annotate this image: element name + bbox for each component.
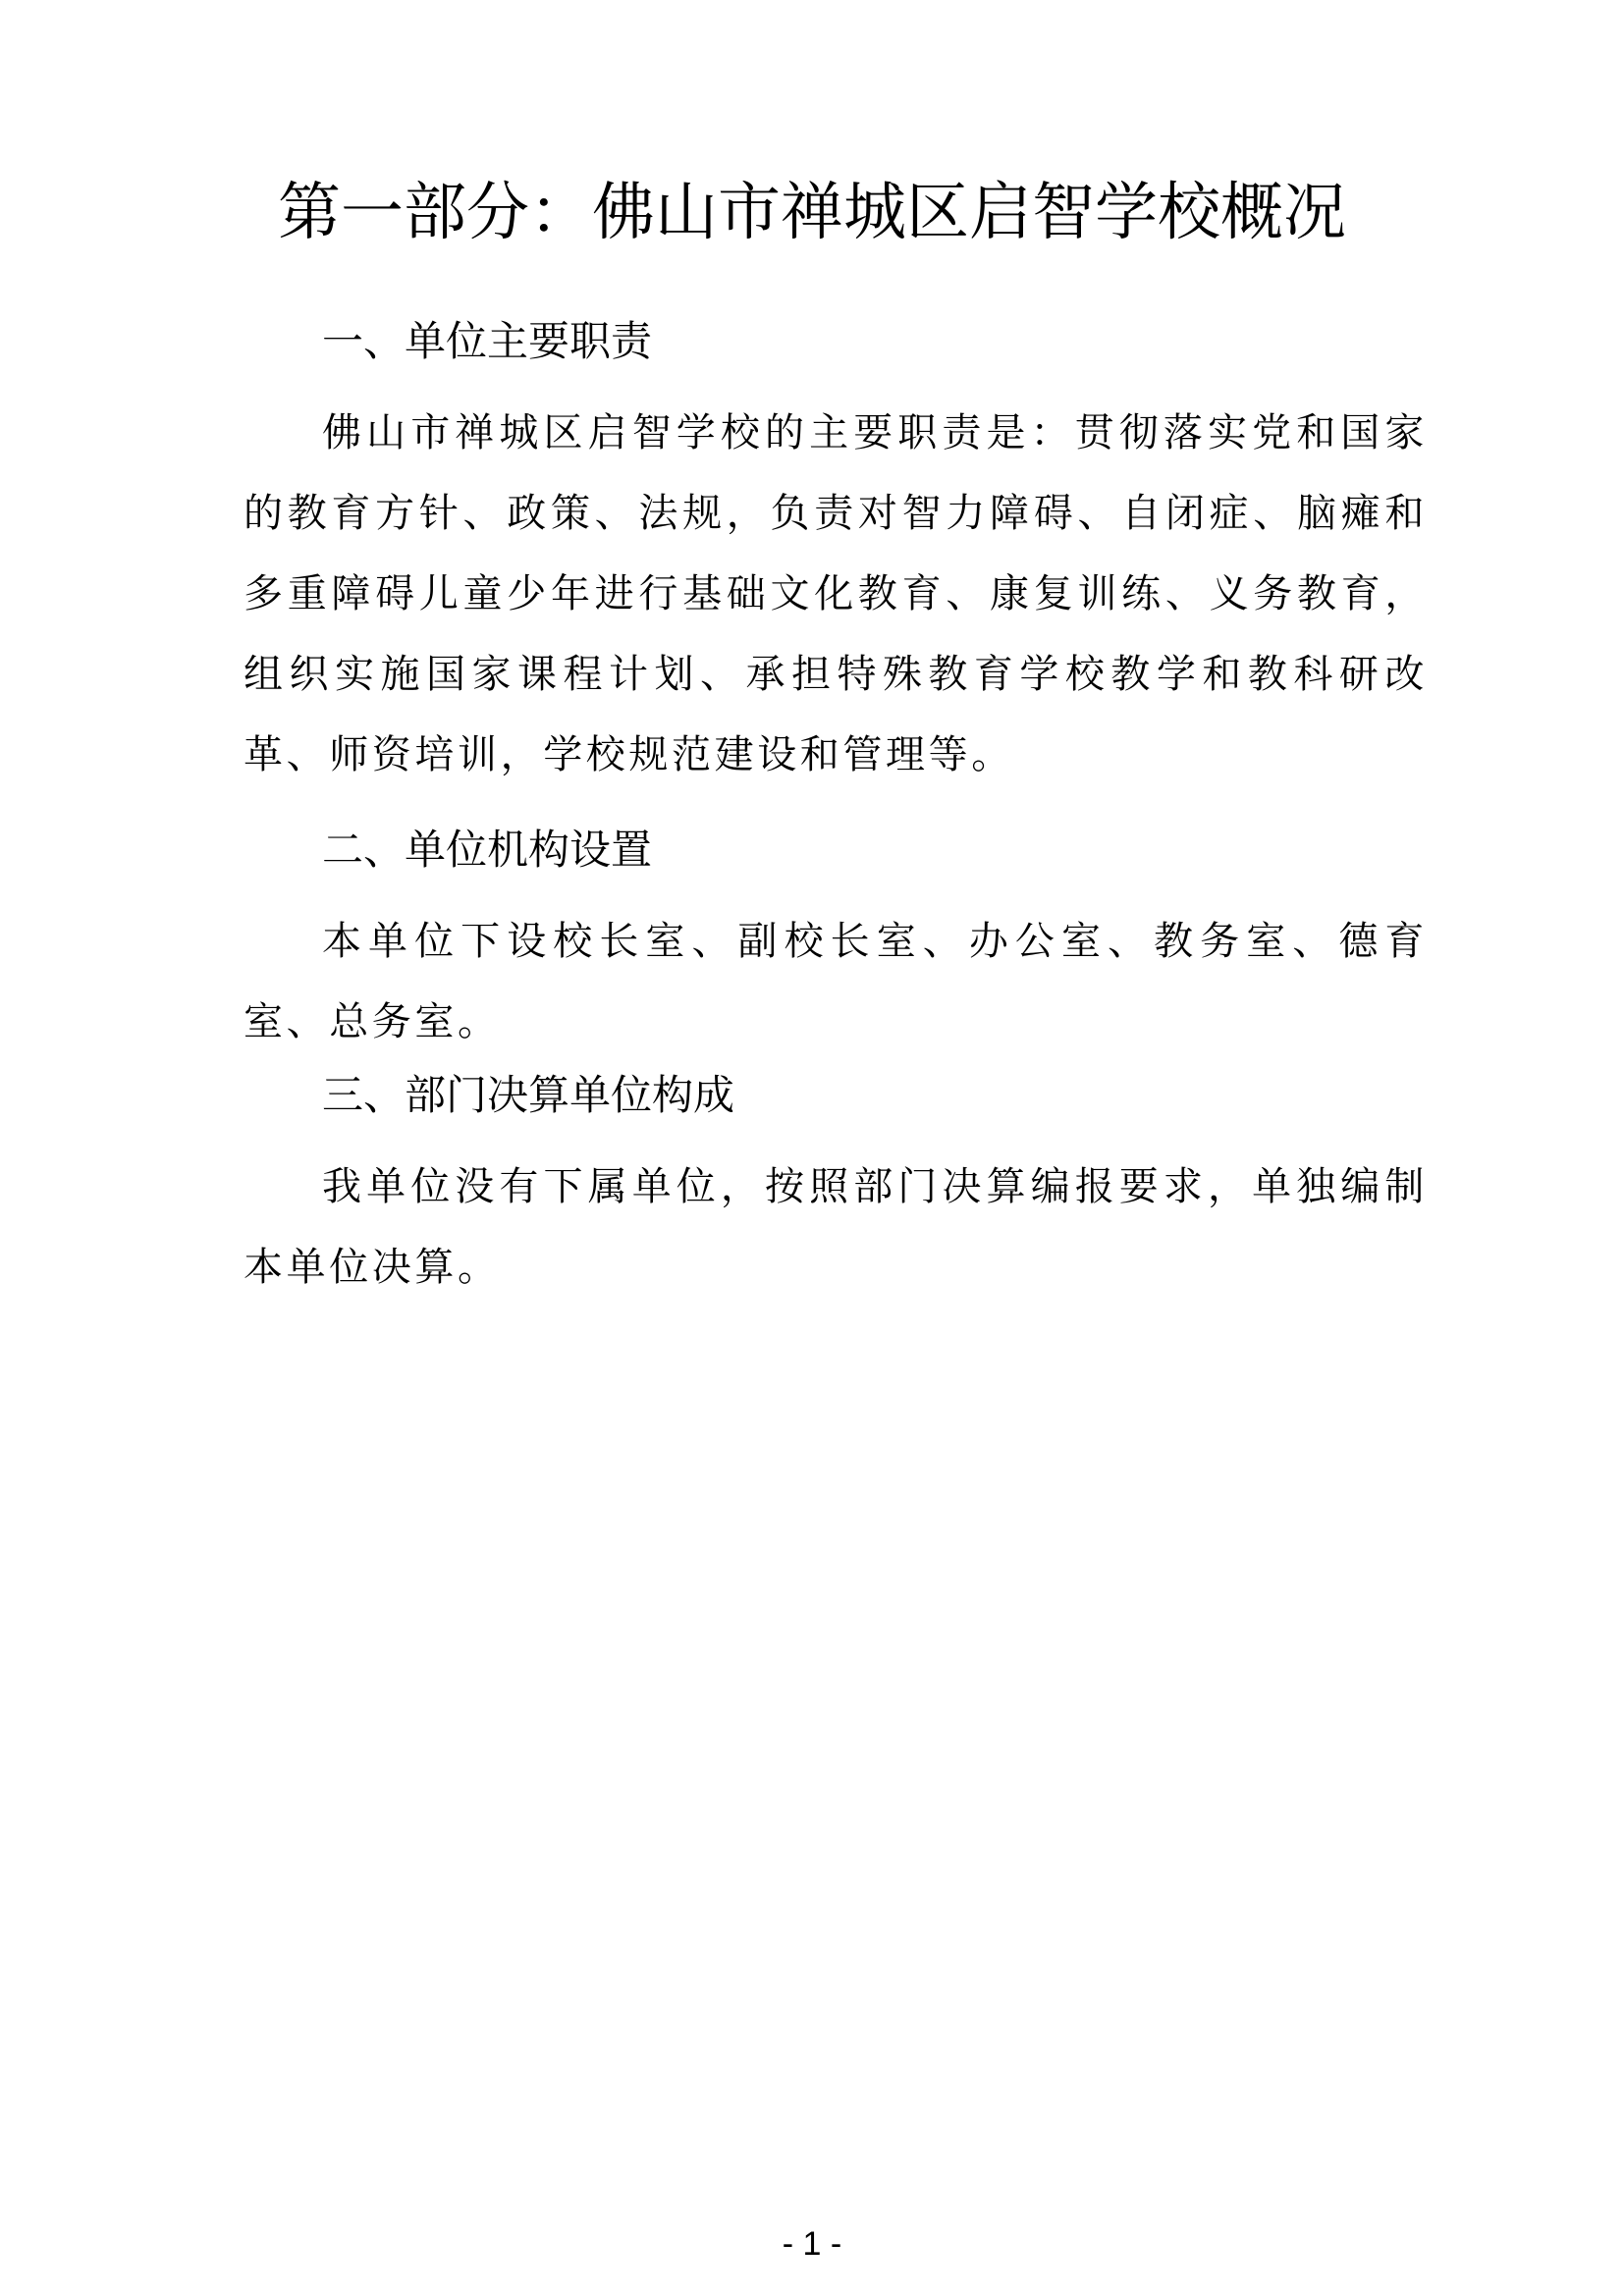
section-heading: 三、部门决算单位构成 xyxy=(322,1071,735,1119)
section-heading: 二、单位机构设置 xyxy=(322,826,653,874)
page-number: - 1 - xyxy=(782,2225,842,2263)
section-paragraph: 我单位没有下属单位，按照部门决算编报要求，单独编制本单位决算。 xyxy=(244,1164,1428,1290)
section-organization xyxy=(244,821,1428,1062)
page-title: 第一部分：佛山市禅城区启智学校概况 xyxy=(278,177,1346,249)
section-heading: 一、单位主要职责 xyxy=(322,317,653,365)
section-paragraph: 佛山市禅城区启智学校的主要职责是：贯彻落实党和国家的教育方针、政策、法规，负责对智力障碍、自闭症、脑瘫和多重障碍儿童少年进行基础文化教育、康复训练、义务教育，组织实施国家课程计划、承担特殊教育学校教学和教科研改革、师资培训，学校规范建设和管理等。 xyxy=(244,410,1428,777)
section-composition xyxy=(244,1066,1428,1308)
section-paragraph: 本单位下设校长室、副校长室、办公室、教务室、德育室、总务室。 xyxy=(244,919,1428,1044)
section-responsibilities xyxy=(244,312,1428,795)
